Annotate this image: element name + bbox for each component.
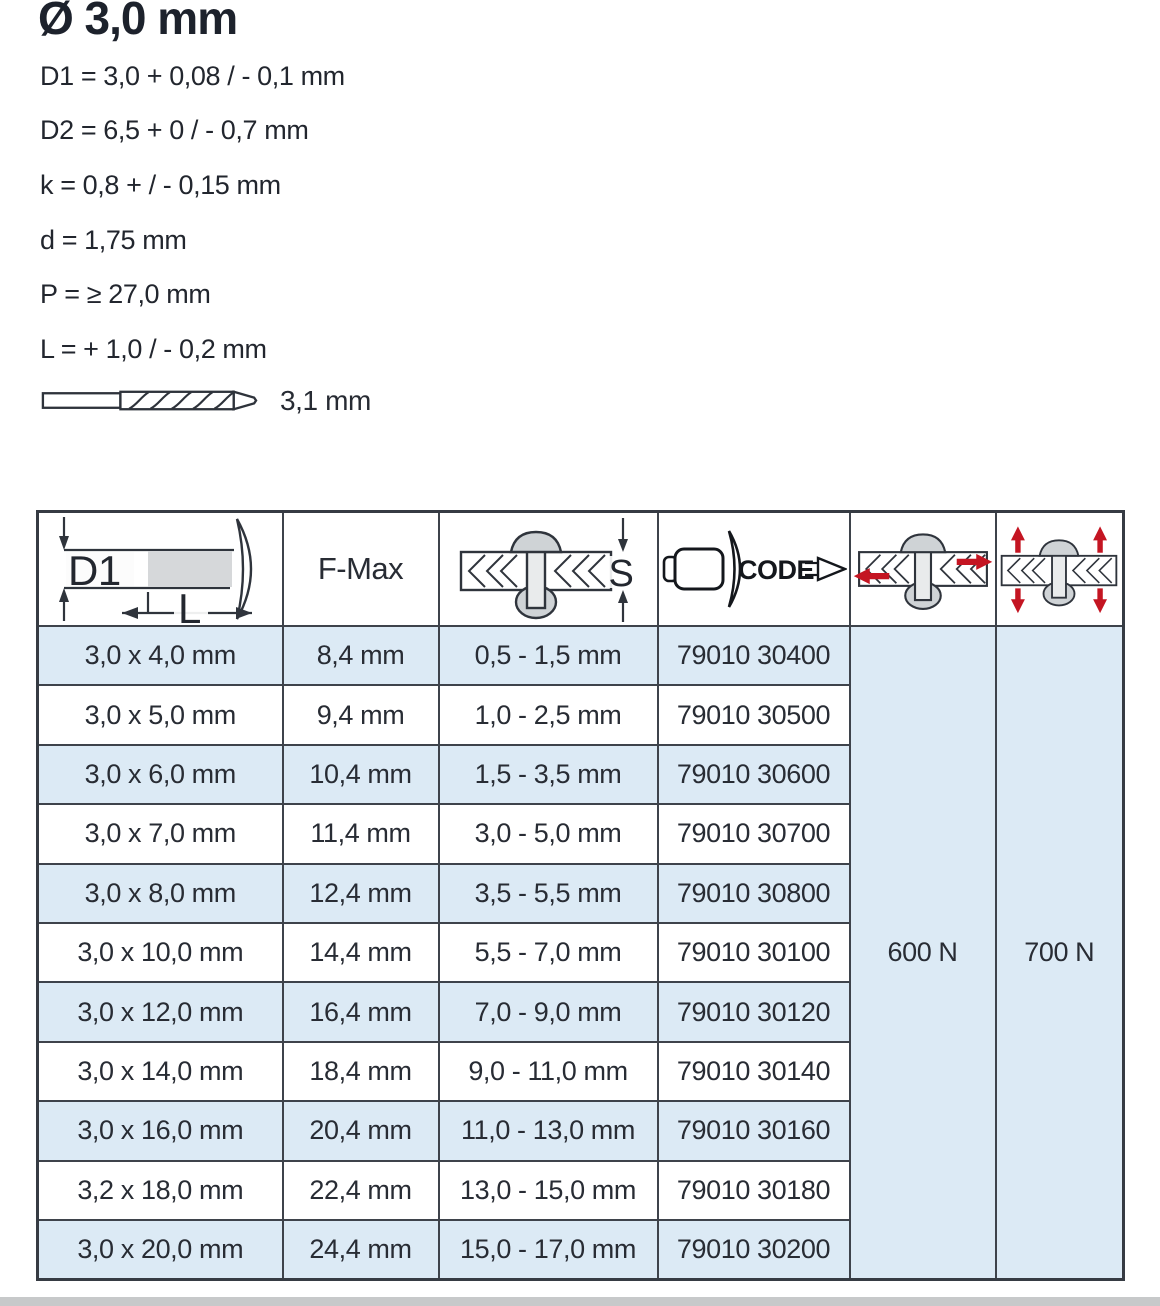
cell-grip-range: 3,5 - 5,5 mm [439, 864, 658, 923]
svg-text:CODE: CODE [737, 555, 814, 585]
cell-dimension: 3,0 x 12,0 mm [38, 982, 283, 1041]
cell-article-code: 79010 30160 [658, 1101, 850, 1160]
cell-grip-range: 5,5 - 7,0 mm [439, 923, 658, 982]
spec-line-d1: D1 = 3,0 + 0,08 / - 0,1 mm [40, 60, 345, 91]
rivet-spec-table [36, 510, 1125, 1281]
cell-article-code: 79010 30800 [658, 864, 850, 923]
rivet-dimension-diagram-icon [44, 513, 276, 625]
photo-edge-strip [0, 1297, 1160, 1306]
cell-grip-range: 3,0 - 5,0 mm [439, 804, 658, 863]
spec-line-d: d = 1,75 mm [40, 224, 187, 255]
cell-fmax: 11,4 mm [283, 804, 439, 863]
cell-fmax: 10,4 mm [283, 745, 439, 804]
cell-article-code: 79010 30600 [658, 745, 850, 804]
spec-line-l: L = + 1,0 / - 0,2 mm [40, 333, 267, 364]
col-header-grip [439, 512, 658, 627]
col-header-fmax [283, 512, 439, 627]
spec-line-k: k = 0,8 + / - 0,15 mm [40, 169, 281, 200]
spec-list [40, 49, 345, 377]
cell-shear-strength: 600 N [850, 626, 996, 1279]
cell-fmax: 14,4 mm [283, 923, 439, 982]
cell-article-code: 79010 30180 [658, 1161, 850, 1220]
cell-fmax: 9,4 mm [283, 685, 439, 744]
cell-dimension: 3,0 x 8,0 mm [38, 864, 283, 923]
table-header-row [38, 512, 1124, 627]
cell-grip-range: 11,0 - 13,0 mm [439, 1101, 658, 1160]
cell-dimension: 3,0 x 16,0 mm [38, 1101, 283, 1160]
cell-article-code: 79010 30500 [658, 685, 850, 744]
cell-grip-range: 9,0 - 11,0 mm [439, 1042, 658, 1101]
svg-text:D1: D1 [68, 547, 122, 594]
cell-fmax: 12,4 mm [283, 864, 439, 923]
spec-line-d2: D2 = 6,5 + 0 / - 0,7 mm [40, 115, 309, 146]
shear-strength-diagram-icon [852, 517, 994, 621]
cell-fmax: 18,4 mm [283, 1042, 439, 1101]
svg-text:S: S [608, 553, 634, 595]
cell-fmax: 24,4 mm [283, 1220, 439, 1279]
cell-article-code: 79010 30120 [658, 982, 850, 1041]
col-header-code [658, 512, 850, 627]
cell-dimension: 3,0 x 5,0 mm [38, 685, 283, 744]
col-header-tensile [996, 512, 1124, 627]
cell-grip-range: 13,0 - 15,0 mm [439, 1161, 658, 1220]
cell-grip-range: 1,0 - 2,5 mm [439, 685, 658, 744]
cell-article-code: 79010 30100 [658, 923, 850, 982]
tensile-strength-diagram-icon [997, 514, 1121, 624]
grip-range-diagram-icon [457, 514, 639, 624]
rivet-mandrel-code-icon [661, 523, 847, 615]
cell-article-code: 79010 30700 [658, 804, 850, 863]
table-row [38, 626, 1124, 685]
col-header-shear [850, 512, 996, 627]
col-header-dimension [38, 512, 283, 627]
cell-dimension: 3,0 x 20,0 mm [38, 1220, 283, 1279]
cell-fmax: 20,4 mm [283, 1101, 439, 1160]
cell-article-code: 79010 30140 [658, 1042, 850, 1101]
cell-grip-range: 15,0 - 17,0 mm [439, 1220, 658, 1279]
cell-tensile-strength: 700 N [996, 626, 1124, 1279]
page-title: Ø 3,0 mm [38, 0, 238, 44]
cell-fmax: 22,4 mm [283, 1161, 439, 1220]
cell-dimension: 3,0 x 7,0 mm [38, 804, 283, 863]
cell-grip-range: 1,5 - 3,5 mm [439, 745, 658, 804]
cell-dimension: 3,2 x 18,0 mm [38, 1161, 283, 1220]
cell-grip-range: 0,5 - 1,5 mm [439, 626, 658, 685]
spec-line-p: P = ≥ 27,0 mm [40, 279, 211, 310]
cell-grip-range: 7,0 - 9,0 mm [439, 982, 658, 1041]
drill-bit-icon [40, 383, 258, 419]
drill-size-label: 3,1 mm [280, 385, 371, 416]
cell-dimension: 3,0 x 6,0 mm [38, 745, 283, 804]
fmax-label: F-Max [317, 551, 404, 586]
cell-dimension: 3,0 x 10,0 mm [38, 923, 283, 982]
cell-dimension: 3,0 x 14,0 mm [38, 1042, 283, 1101]
cell-article-code: 79010 30400 [658, 626, 850, 685]
drill-size-row [40, 383, 371, 419]
svg-text:L: L [178, 585, 202, 625]
cell-dimension: 3,0 x 4,0 mm [38, 626, 283, 685]
table-body [38, 626, 1124, 1279]
cell-fmax: 16,4 mm [283, 982, 439, 1041]
cell-article-code: 79010 30200 [658, 1220, 850, 1279]
cell-fmax: 8,4 mm [283, 626, 439, 685]
